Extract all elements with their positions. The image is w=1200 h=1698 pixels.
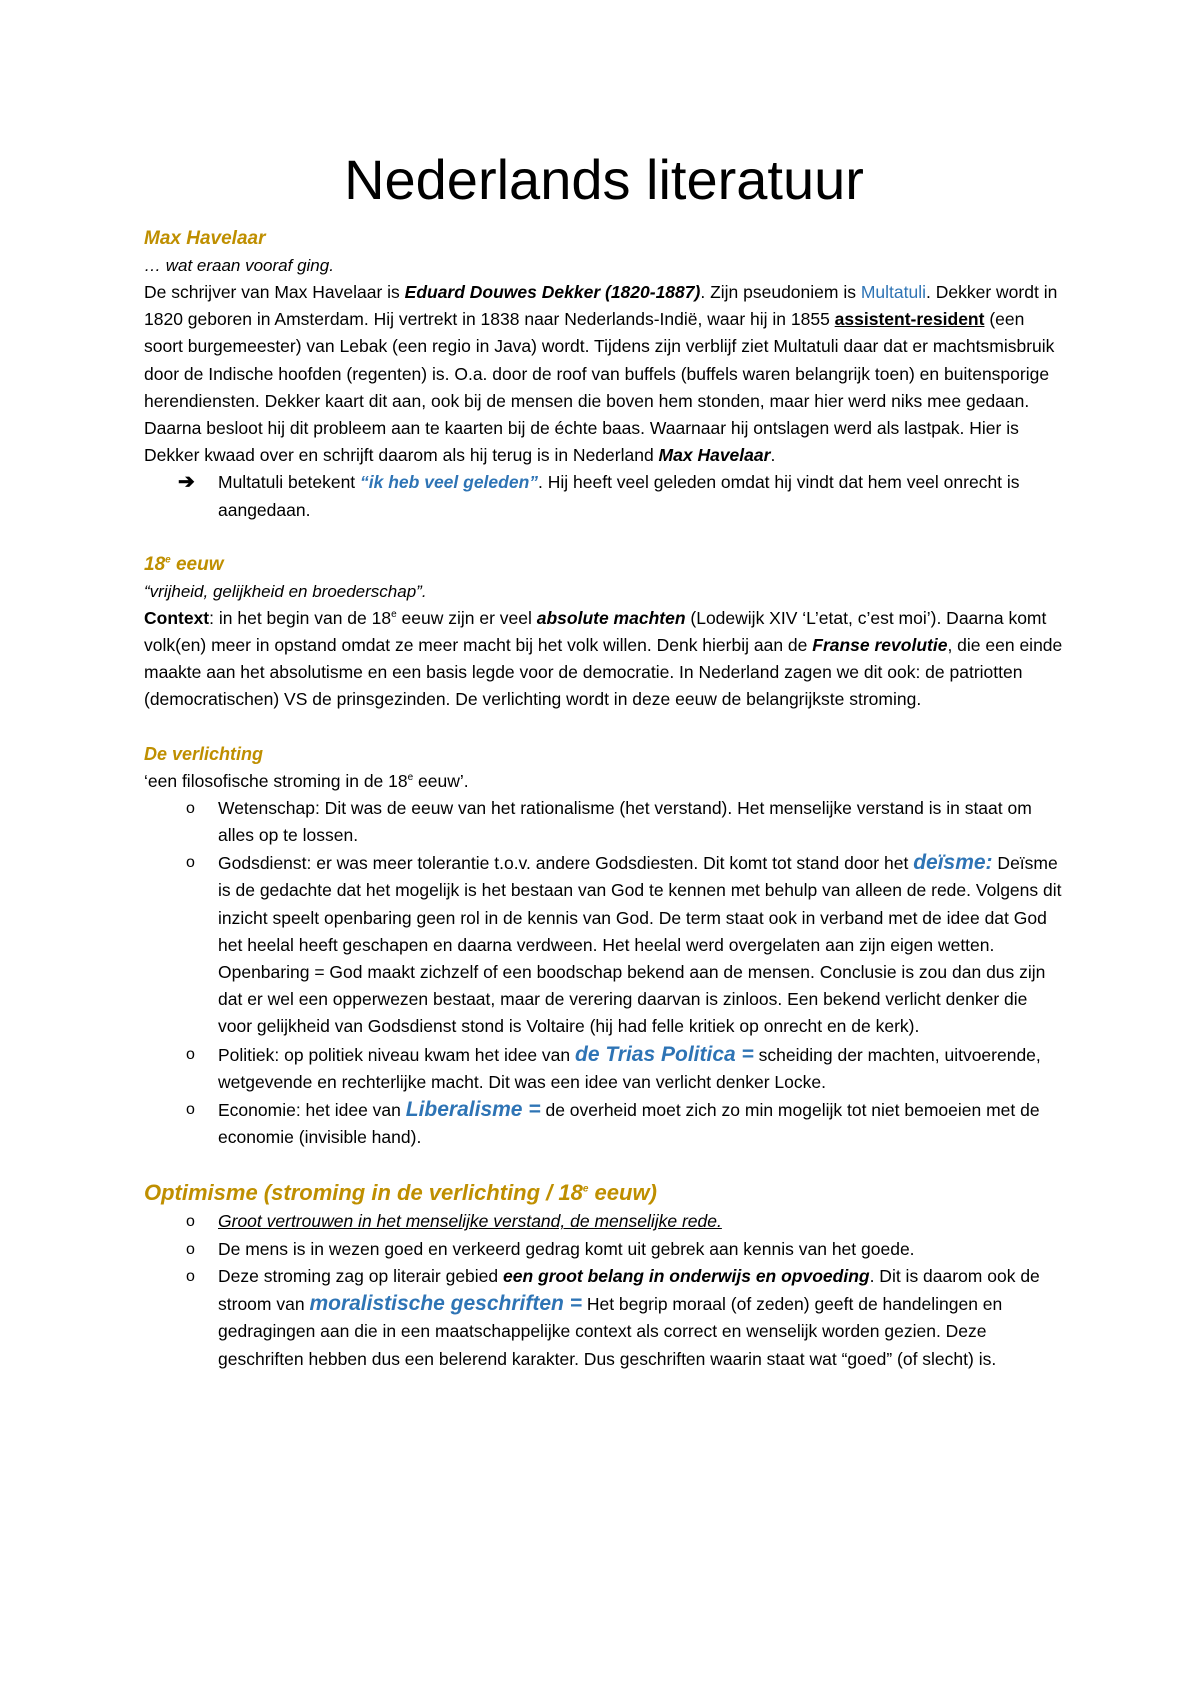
verlichting-list [144, 795, 1064, 1152]
paragraph-context [144, 605, 1064, 714]
text: Politiek: op politiek niveau kwam het idee van [218, 1044, 576, 1065]
text: e [407, 771, 414, 783]
term-onderwijs-opvoeding: een groot belang in onderwijs en opvoeding [503, 1265, 870, 1286]
arrow-item-multatuli [144, 469, 1064, 523]
list-item-vertrouwen [144, 1208, 1064, 1235]
text: : in het begin van de 18 [209, 607, 392, 628]
text: eeuw zijn er veel [396, 607, 537, 628]
text: 18 [144, 553, 166, 575]
list-item-mens-goed [144, 1236, 1064, 1263]
text: (een soort burgemeester) van Lebak (een regio in Java) wordt. Tijdens zijn verblijf ziet Multatuli daar dat er machtsmisbruik door de Indische hoofden (regenten) is. O.a. door de roof van buffels (buffels waren belangrijk toen) en buitensporige herendiensten. Dekker kaart dit aan, ook bij de mensen die boven hem stonden, maar hier werd niks mee gedaan. Daarna besloot hij dit probleem aan te kaarten bij de échte baas. Waarnaar hij ontslagen werd als lastpak. Hier is Dekker kwaad over en schrijft daarom als hij terug is in Nederland [144, 309, 1055, 466]
text: Multatuli betekent [218, 472, 361, 493]
term-deisme: deïsme: [913, 851, 993, 875]
optimisme-list [144, 1208, 1064, 1372]
term-moralistische-geschriften: moralistische geschriften = [309, 1292, 582, 1316]
spacer [144, 524, 1064, 551]
text: e [582, 1184, 589, 1196]
text: . [770, 445, 776, 466]
bullet-icon: o [186, 1045, 195, 1063]
text: Wetenschap: Dit was de eeuw van het rationalisme (het verstand). Het menselijke verstand is in staat om alles op te lossen. [218, 797, 1032, 846]
document-content [144, 140, 1064, 1373]
bullet-icon: o [186, 1101, 195, 1119]
text: e [391, 609, 397, 620]
text: Deïsme is de gedachte dat het mogelijk is het bestaan van God te kennen met behulp van alleen de rede. Volgens dit inzicht speelt openbaring geen rol in de kennis van God. De term staat ook in verband met de idee dat God het heelal heeft geschapen en daarna verdween. Het heelal werd overgelaten aan zijn eigen wetten. Openbaring = God maakt zichzelf of een boodschap bekend aan de mensen. Conclusie is zou dan dus zijn dat er wel een opperwezen bestaat, maar de verering daarvan is zinloos. Een bekend verlicht denker die voor gelijkheid van Godsdienst stond is Voltaire (hij had felle kritiek op onrecht en de kerk). [218, 853, 1062, 1037]
text: (Lodewijk XIV ‘L’etat, c’est moi’). Daarna komt volk(en) meer in opstand omdat ze meer macht bij het volk willen. Denk hierbij aan de [144, 607, 1047, 656]
list-item-politiek [144, 1041, 1064, 1096]
text: , die een einde maakte aan het absolutisme en een basis legde voor de democratie. In Nederland zagen we dit ook: de patriotten (democratischen) VS de prinsgezinden. De verlichting wordt in deze eeuw de belangrijkste stroming. [144, 635, 1063, 710]
text: eeuw [170, 553, 224, 575]
list-item-literair [144, 1263, 1064, 1373]
text: Optimisme (stroming in de verlichting / 18 [144, 1180, 583, 1206]
term-absolute-machten: absolute machten [536, 607, 686, 628]
heading-verlichting: De verlichting [144, 743, 264, 764]
bullet-icon: o [186, 1240, 195, 1258]
bullet-icon: o [186, 1213, 195, 1231]
spacer [144, 1151, 1064, 1178]
paragraph-max-havelaar [144, 279, 1064, 469]
text: e [165, 554, 171, 566]
term-franse-revolutie: Franse revolutie [812, 635, 948, 656]
heading-optimisme [144, 1178, 1064, 1208]
author-name: Eduard Douwes Dekker (1820-1887) [404, 282, 701, 302]
text: Economie: het idee van [218, 1100, 406, 1121]
heading-max-havelaar: Max Havelaar [144, 228, 266, 249]
text: Groot vertrouwen in het menselijke verstand, de menselijke rede. [218, 1211, 722, 1232]
subheading-motto: “vrijheid, gelijkheid en broederschap”. [144, 581, 427, 601]
arrow-right-icon: ➔ [178, 471, 195, 494]
term-trias-politica: de Trias Politica = [575, 1042, 754, 1066]
text: scheiding der machten, uitvoerende, wetgevende en rechterlijke macht. Dit was een idee van verlicht denker Locke. [218, 1044, 1041, 1092]
text: de overheid moet zich zo min mogelijk tot niet bemoeien met de economie (invisible hand). [218, 1100, 1040, 1148]
list-item-godsdienst [144, 849, 1064, 1040]
term-assistent-resident: assistent-resident [834, 309, 985, 330]
bullet-icon: o [186, 1267, 195, 1285]
text: De mens is in wezen goed en verkeerd gedrag komt uit gebrek aan kennis van het goede. [218, 1238, 915, 1259]
text: ‘een filosofische stroming in de 18 [144, 770, 408, 791]
book-title: Max Havelaar [658, 445, 771, 466]
heading-18e-eeuw [144, 551, 1064, 578]
page-title: Nederlands literatuur [344, 148, 864, 211]
text: Deze stroming zag op literair gebied [218, 1265, 504, 1286]
text: . Hij heeft veel geleden omdat hij vindt dat hem veel onrecht is aangedaan. [218, 472, 1020, 520]
subheading-vooraf: … wat eraan vooraf ging. [144, 256, 334, 275]
list-item-wetenschap [144, 795, 1064, 849]
label-context: Context [144, 607, 210, 628]
text: . Zijn pseudoniem is [700, 282, 861, 302]
line-verlichting-definition [144, 768, 1064, 795]
text: eeuw) [588, 1180, 657, 1206]
pseudonym: Multatuli [860, 282, 927, 302]
text: eeuw’. [413, 770, 469, 791]
spacer [144, 714, 1064, 741]
bullet-icon: o [186, 854, 195, 872]
list-item-economie [144, 1096, 1064, 1151]
text: Het begrip moraal (of zeden) geeft de handelingen en gedragingen aan die in een maatschappelijke context als correct en wenselijk worden gezien. Deze geschriften hebben dus een belerend karakter. Dus geschriften waarin staat wat “goed” (of slecht) is. [218, 1294, 1003, 1369]
text: De schrijver van Max Havelaar is [144, 282, 405, 302]
quote-meaning: “ik heb veel geleden” [360, 472, 539, 493]
term-liberalisme: Liberalisme = [405, 1098, 541, 1122]
text: Godsdienst: er was meer tolerantie t.o.v. andere Godsdiesten. Dit komt tot stand door het [218, 853, 914, 874]
text: . Dit is daarom ook de stroom van [218, 1265, 1040, 1315]
bullet-icon: o [186, 799, 195, 817]
text: . Dekker wordt in 1820 geboren in Amsterdam. Hij vertrekt in 1838 naar Nederlands-Indië, waar hij in 1855 [144, 282, 1058, 330]
